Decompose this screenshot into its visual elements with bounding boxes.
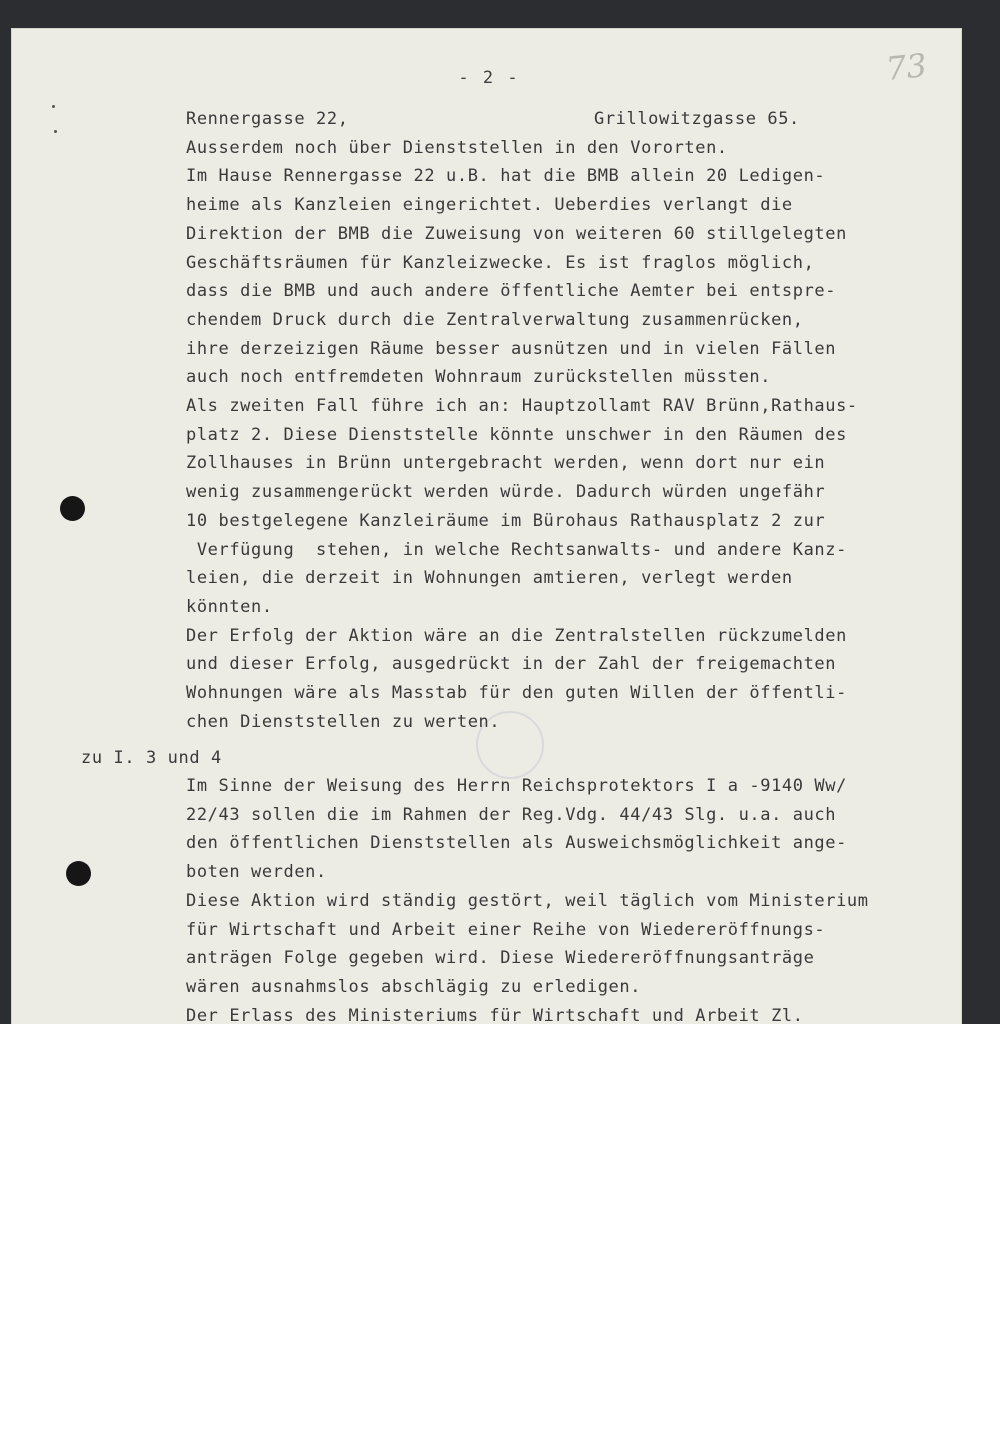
paper-speck [52, 105, 55, 108]
folio-number: 73 [884, 45, 929, 89]
text-line: Verfügung stehen, in welche Rechtsanwalts- und andere Kanz- [186, 539, 847, 560]
address-left: Rennergasse 22, [186, 109, 349, 129]
page-number: - 2 - [458, 68, 520, 88]
section-label: zu I. 3 und 4 [81, 748, 222, 768]
text-line: Wohnungen wäre als Masstab für den guten Willen der öffentli- [186, 683, 847, 704]
text-line: Der Erlass des Ministeriums für Wirtschaft und Arbeit Zl. [186, 1005, 804, 1024]
text-line: den öffentlichen Dienststellen als Ausweichsmöglichkeit ange- [186, 833, 847, 854]
text-line: boten werden. [186, 862, 327, 883]
paper-speck [54, 130, 57, 133]
text-line: und dieser Erfolg, ausgedrückt in der Zahl der freigemachten [186, 654, 837, 675]
address-right: Grillowitzgasse 65. [594, 109, 800, 129]
text-line: platz 2. Diese Dienststelle könnte unschwer in den Räumen des [186, 424, 847, 445]
text-line: leien, die derzeit in Wohnungen amtieren, verlegt werden [186, 568, 793, 589]
text-line: chen Dienststellen zu werten. [186, 711, 501, 732]
text-line: Der Erfolg der Aktion wäre an die Zentralstellen rückzumelden [186, 625, 847, 646]
text-line: Ausserdem noch über Dienststellen in den Vororten. [186, 137, 728, 158]
text-line: ihre derzeizigen Räume besser ausnützen und in vielen Fällen [186, 338, 837, 359]
document-sheet [11, 28, 962, 1024]
text-line: anträgen Folge gegeben wird. Diese Wiedereröffnungsanträge [186, 948, 815, 969]
text-line: Im Hause Rennergasse 22 u.B. hat die BMB allein 20 Ledigen- [186, 166, 826, 187]
punch-hole-top [60, 496, 85, 521]
text-line: Diese Aktion wird ständig gestört, weil täglich vom Ministerium [186, 890, 869, 911]
text-line: 10 bestgelegene Kanzleiräume im Bürohaus Rathausplatz 2 zur [186, 510, 826, 531]
text-line: für Wirtschaft und Arbeit einer Reihe von Wiedereröffnungs- [186, 919, 826, 940]
text-line: Im Sinne der Weisung des Herrn Reichsprotektors I a -9140 Ww/ [186, 776, 847, 796]
text-line: chendem Druck durch die Zentralverwaltung zusammenrücken, [186, 309, 804, 330]
text-line: könnten. [186, 596, 273, 617]
paragraph-1 [186, 134, 858, 737]
paragraph-2 [186, 772, 869, 1024]
text-line: dass die BMB und auch andere öffentliche Aemter bei entspre- [186, 281, 837, 302]
text-line: Zollhauses in Brünn untergebracht werden, wenn dort nur ein [186, 453, 826, 474]
text-line: 22/43 sollen die im Rahmen der Reg.Vdg. 44/43 Slg. u.a. auch [186, 804, 837, 825]
text-line: heime als Kanzleien eingerichtet. Ueberdies verlangt die [186, 195, 793, 216]
text-line: Als zweiten Fall führe ich an: Hauptzollamt RAV Brünn,Rathaus- [186, 396, 858, 417]
text-line: wären ausnahmslos abschlägig zu erledigen. [186, 976, 642, 997]
text-line: Direktion der BMB die Zuweisung von weiteren 60 stillgelegten [186, 223, 847, 244]
text-line: auch noch entfremdeten Wohnraum zurückstellen müssten. [186, 367, 772, 388]
text-line: wenig zusammengerückt werden würde. Dadurch würden ungefähr [186, 482, 826, 503]
punch-hole-bottom [66, 861, 91, 886]
text-line: Geschäftsräumen für Kanzleizwecke. Es ist fraglos möglich, [186, 252, 815, 273]
